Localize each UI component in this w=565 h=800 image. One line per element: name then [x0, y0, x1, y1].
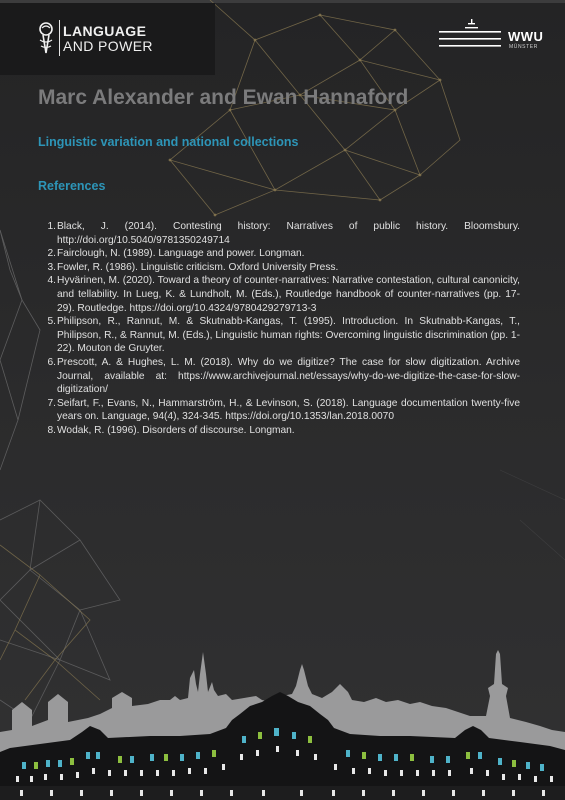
article-subtitle: Linguistic variation and national collections [38, 135, 299, 149]
logo-wordmark [63, 24, 153, 54]
reference-number: 2. [47, 248, 56, 260]
references-list [38, 220, 520, 438]
city-skyline-illustration [0, 640, 565, 800]
reference-item [38, 356, 520, 397]
references-heading: References [38, 179, 106, 193]
reference-number: 3. [47, 261, 56, 273]
logo-divider [59, 20, 60, 56]
reference-number: 4. [47, 275, 56, 287]
reference-item [38, 315, 520, 356]
wwu-city: MÜNSTER [509, 44, 538, 50]
wwu-muenster-logo-icon [437, 18, 503, 52]
reference-number: 7. [47, 397, 56, 409]
wwu-muenster-logo [437, 18, 547, 52]
logo-line-2: AND POWER [63, 38, 153, 54]
reference-text: Philipson, R., Rannut, M. & Skutnabb-Kangas, T. (1995). Introduction. In Skutnabb-Kangas, T., Philipson, R., & Rannut, M. (Eds.), Linguistic human rights: Overcoming linguistic discrimination (pp. 1-22). Mouton de Gruyter. [57, 316, 520, 355]
reference-text: Fairclough, N. (1989). Language and power. Longman. [57, 248, 305, 260]
reference-text: Fowler, R. (1986). Linguistic criticism. Oxford University Press. [57, 261, 339, 273]
reference-number: 6. [47, 356, 56, 368]
reference-text: Prescott, A. & Hughes, L. M. (2018). Why do we digitize? The case for slow digitization. Archive Journal, available at: https://www.archivejournal.net/essays/why-do-we-digitize-the-case-for-slow-digitization/ [57, 356, 520, 396]
reference-item [38, 220, 520, 247]
reference-text: Wodak, R. (1996). Disorders of discourse. Longman. [57, 424, 295, 436]
reference-number: 5. [47, 316, 56, 328]
reference-item [38, 397, 520, 424]
reference-item [38, 424, 520, 438]
language-and-power-logo-icon [36, 22, 56, 54]
language-and-power-logo [36, 20, 156, 58]
reference-item [38, 247, 520, 261]
logo-line-1: LANGUAGE [63, 23, 147, 39]
reference-text: Seifart, F., Evans, N., Hammarström, H., & Levinson, S. (2018). Language documentation twenty-five years on. Language, 94(4), 324-345. https://doi.org/10.1353/lan.2018.0070 [57, 397, 520, 423]
reference-number: 8. [47, 424, 56, 436]
author-heading: Marc Alexander and Ewan Hannaford [38, 86, 409, 109]
wwu-name: WWU [508, 29, 544, 44]
reference-number: 1. [47, 221, 56, 232]
reference-item [38, 274, 520, 315]
document-content [38, 86, 528, 438]
reference-item [38, 261, 520, 275]
reference-text: Black, J. (2014). Contesting history: Narratives of public history. Bloomsbury. http://doi.org/10.5040/9781350249714 [57, 221, 520, 246]
reference-text: Hyvärinen, M. (2020). Toward a theory of counter-narratives: Narrative contestation, cultural canonicity, and tellability. In Lueg, K. & Lundholt, M. (Eds.), Routledge handbook of counter-narratives (pp. 17-29). Routledge. https://doi.org/10.4324/9780429279713-3 [57, 275, 520, 314]
